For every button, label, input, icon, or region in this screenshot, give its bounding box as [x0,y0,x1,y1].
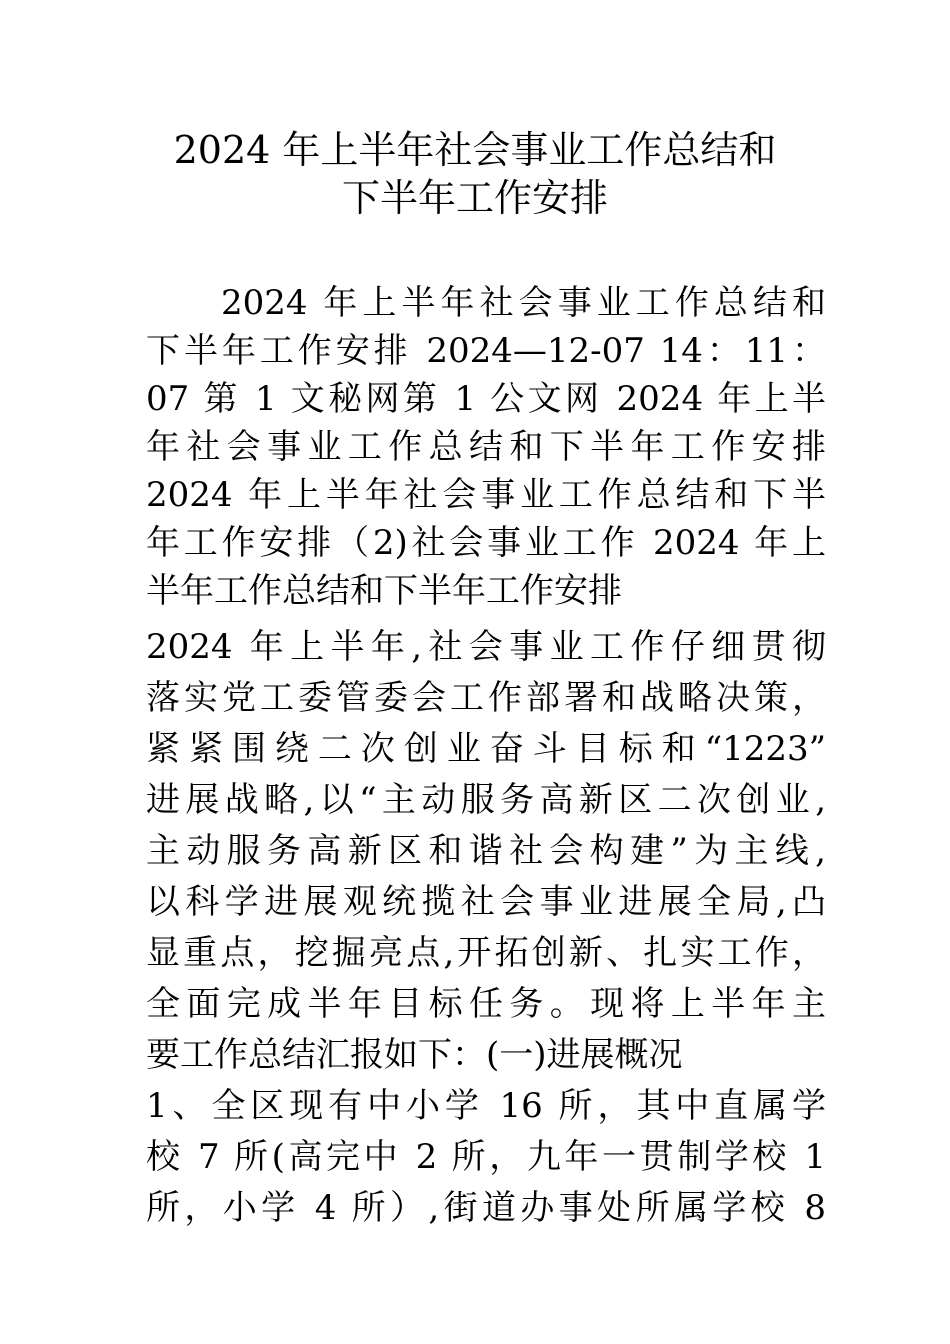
body-text-line: 2024 年上半年社会事业工作总结和 [221,283,826,323]
body-text-line: 所，小学 4 所）,街道办事处所属学校 8 [146,1188,826,1228]
body-text-line: 要工作总结汇报如下：(一)进展概况 [146,1035,683,1075]
body-text-line: 2024 年上半年社会事业工作总结和下半 [146,475,826,515]
body-text-line: 校 7 所(高完中 2 所，九年一贯制学校 1 [146,1137,826,1177]
body-text-line: 年社会事业工作总结和下半年工作安排 [146,427,826,467]
body-text-line: 显重点，挖掘亮点,开拓创新、扎实工作， [146,933,826,973]
body-text-line: 下半年工作安排 2024—12-07 14：11： [146,331,826,371]
body-text-line: 07 第 1 文秘网第 1 公文网 2024 年上半 [146,379,826,419]
body-text-line: 半年工作总结和下半年工作安排 [146,571,622,611]
body-text-line: 落实党工委管委会工作部署和战略决策， [146,678,826,718]
body-text-line: 以科学进展观统揽社会事业进展全局,凸 [146,882,826,922]
body-text-line: 进展战略,以“主动服务高新区二次创业, [146,780,826,820]
body-text-line: 主动服务高新区和谐社会构建”为主线, [146,831,826,871]
body-text-line: 紧紧围绕二次创业奋斗目标和“1223” [146,729,826,769]
body-text-line: 全面完成半年目标任务。现将上半年主 [146,984,826,1024]
document-title-line-1: 2024 年上半年社会事业工作总结和 [173,128,777,172]
body-text-line: 1、全区现有中小学 16 所，其中直属学 [146,1086,826,1126]
document-title-line-2: 下半年工作安排 [341,176,608,220]
body-text-line: 年工作安排（2)社会事业工作 2024 年上 [146,523,826,563]
body-text-line: 2024 年上半年,社会事业工作仔细贯彻 [146,627,826,667]
